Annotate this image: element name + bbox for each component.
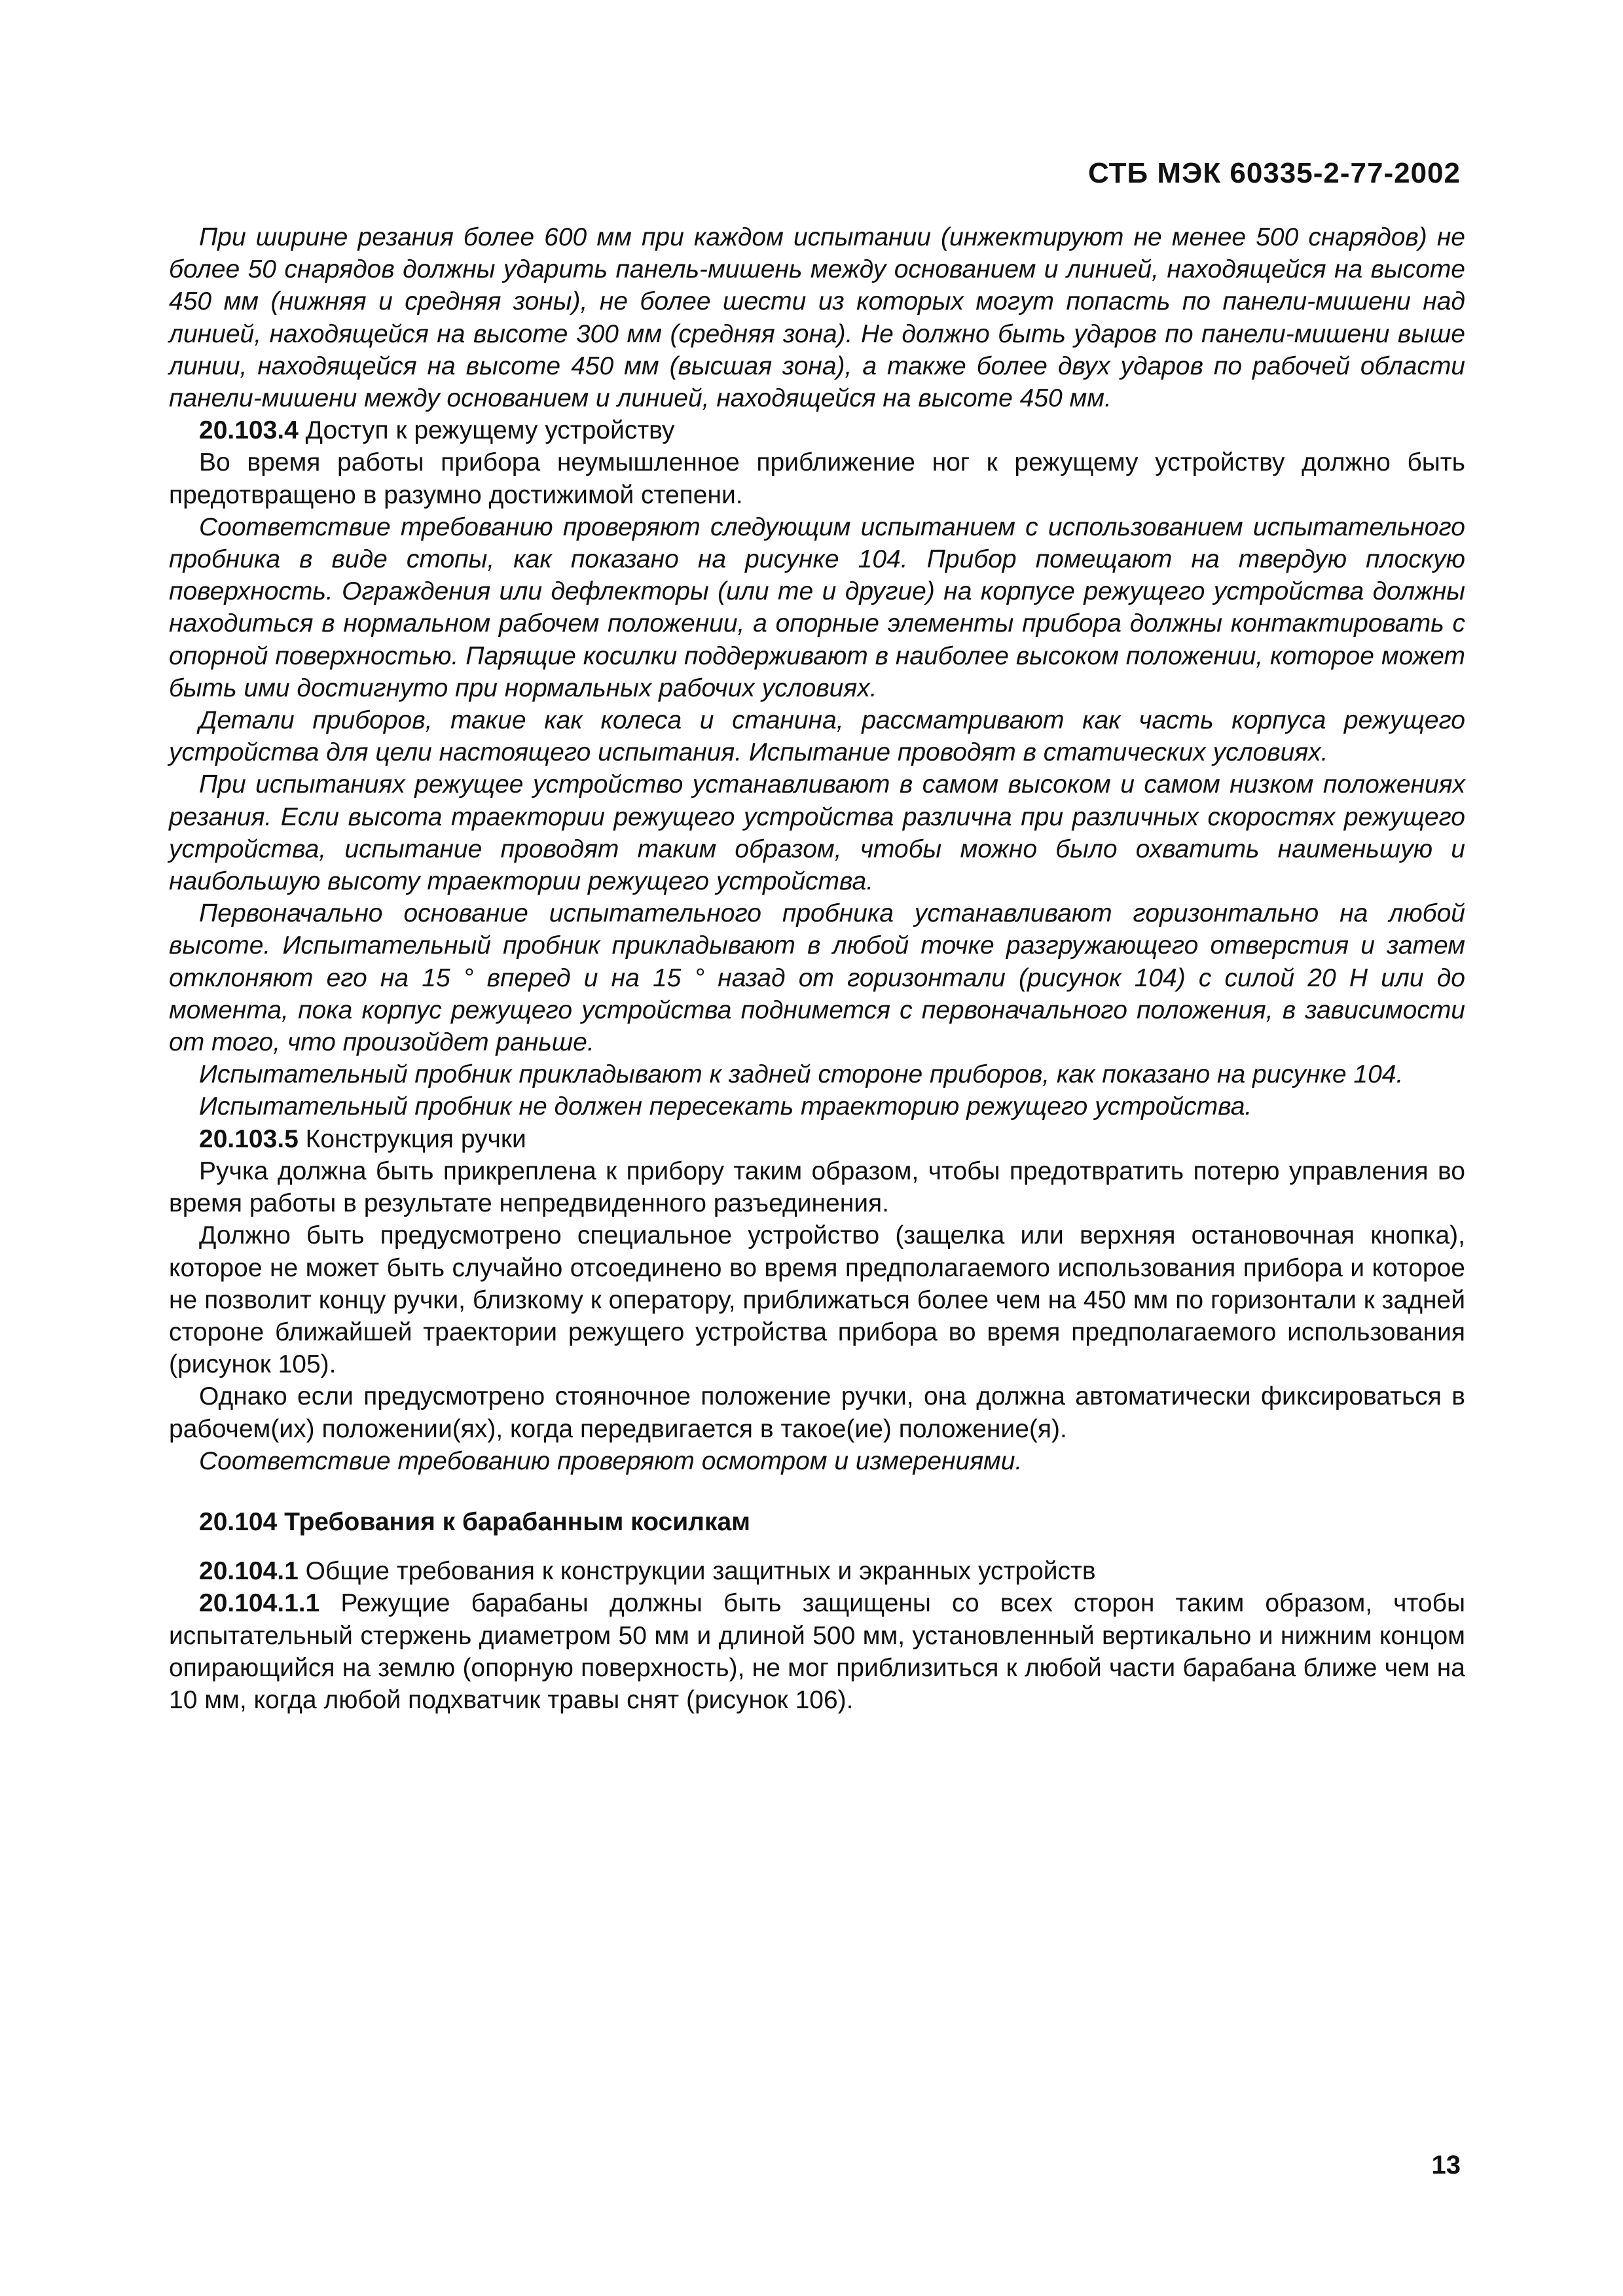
paragraph-text: При испытаниях режущее устройство устанавливают в самом высоком и самом низком положениях резания. Если высота траектории режущего устройства различна при различных скоростях режущего устройства, испытание проводят таким образом, чтобы можно было охватить наименьшую и наибольшую высоту траектории режущего устройства. [169,770,1465,896]
paragraph-probe-rear [169,1058,1465,1090]
paragraph-text: При ширине резания более 600 мм при каждом испытании (инжектируют не менее 500 снарядов) не более 50 снарядов должны ударить панель-мишень между основанием и линией, находящейся на высоте 450 мм (нижняя и средняя зоны), не более шести из которых могут попасть по панели-мишени над линией, находящейся на высоте 300 мм (средняя зона). Не должно быть ударов по панели-мишени выше линии, находящейся на высоте 450 мм (высшая зона), а также более двух ударов по рабочей области панели-мишени между основанием и линией, находящейся на высоте 450 мм. [169,223,1465,413]
paragraph-text: Во время работы прибора неумышленное приближение ног к режущему устройству должно быть предотвращено в разумно достижимой степени. [169,448,1465,509]
clause-title: Общие требования к конструкции защитных и экранных устройств [298,1557,1096,1586]
clause-number: 20.104.1 [199,1557,299,1586]
paragraph-compliance-inspection [169,1445,1465,1477]
paragraph-text: Первоначально основание испытательного пробника устанавливают горизонтально на любой высоте. Испытательный пробник прикладывают в любой точке разгружающего отверстия и затем отклоняют его на 15 ° вперед и на 15 ° назад от горизонтали (рисунок 104) с силой 20 Н или до момента, пока корпус режущего устройства поднимется с первоначального положения, в зависимости от того, что произойдет раньше. [169,899,1465,1057]
paragraph-cutting-positions [169,768,1465,897]
paragraph-text: Детали приборов, такие как колеса и станина, рассматривают как часть корпуса режущего устройства для цели настоящего испытания. Испытание проводят в статических условиях. [169,706,1465,767]
paragraph-probe-placement [169,897,1465,1058]
paragraph-handle-latch [169,1219,1465,1380]
paragraph-handle-parking [169,1380,1465,1444]
paragraph-text: Соответствие требованию проверяют следующим испытанием с использованием испытательного пробника в виде стопы, как показано на рисунке 104. Прибор помещают на твердую плоскую поверхность. Ограждения или дефлекторы (или те и другие) на корпусе режущего устройства должны находиться в нормальном рабочем положении, а опорные элементы прибора должны контактировать с опорной поверхностью. Парящие косилки поддерживают в наиболее высоком положении, которое может быть ими достигнуто при нормальных рабочих условиях. [169,512,1465,702]
paragraph-text: Испытательный пробник не должен пересекать траекторию режущего устройства. [199,1092,1252,1121]
section-heading-20-104 [169,1506,1465,1538]
clause-heading-20-103-4 [169,414,1465,446]
clause-20-104-1-1 [169,1587,1465,1716]
clause-number: 20.104.1.1 [199,1589,320,1618]
paragraph-text: Соответствие требованию проверяют осмотром и измерениями. [199,1446,1023,1475]
clause-heading-20-104-1 [169,1555,1465,1587]
paragraph-foot-probe-test [169,511,1465,704]
document-code-header: СТБ МЭК 60335-2-77-2002 [1087,157,1461,189]
paragraph-text: Однако если предусмотрено стояночное положение ручки, она должна автоматически фиксироваться в рабочем(их) положении(ях), когда передвигается в такое(ие) положение(я). [169,1382,1465,1443]
paragraph-text: Должно быть предусмотрено специальное устройство (защелка или верхняя остановочная кнопка), которое не может быть случайно отсоединено во время предполагаемого использования прибора и которое не позволит концу ручки, близкому к оператору, приближаться более чем на 450 мм по горизонтали к задней стороне ближайшей траектории режущего устройства прибора во время предполагаемого использования (рисунок 105). [169,1221,1465,1379]
section-title: Требования к барабанным косилкам [277,1507,750,1536]
page-body [169,221,1465,1716]
clause-heading-20-103-5 [169,1123,1465,1155]
paragraph-impact-requirements [169,221,1465,414]
clause-title: Доступ к режущему устройству [298,416,675,445]
clause-title: Конструкция ручки [298,1124,526,1153]
clause-number: 20.103.5 [199,1124,299,1153]
paragraph-foot-access [169,446,1465,511]
paragraph-text: Испытательный пробник прикладывают к задней стороне приборов, как показано на рисунке 104. [199,1060,1404,1089]
page-number: 13 [1431,2151,1461,2179]
paragraph-parts-static [169,704,1465,768]
clause-number: 20.103.4 [199,416,299,445]
paragraph-text: Режущие барабаны должны быть защищены со всех сторон таким образом, чтобы испытательный стержень диаметром 50 мм и длиной 500 мм, установленный вертикально и нижним концом опирающийся на землю (опорную поверхность), не мог приблизиться к любой части барабана ближе чем на 10 мм, когда любой подхватчик травы снят (рисунок 106). [169,1589,1465,1714]
paragraph-text: Ручка должна быть прикреплена к прибору таким образом, чтобы предотвратить потерю управления во время работы в результате непредвиденного разъединения. [169,1157,1465,1218]
section-number: 20.104 [199,1507,278,1536]
paragraph-handle-fixing [169,1155,1465,1219]
paragraph-probe-trajectory [169,1090,1465,1122]
